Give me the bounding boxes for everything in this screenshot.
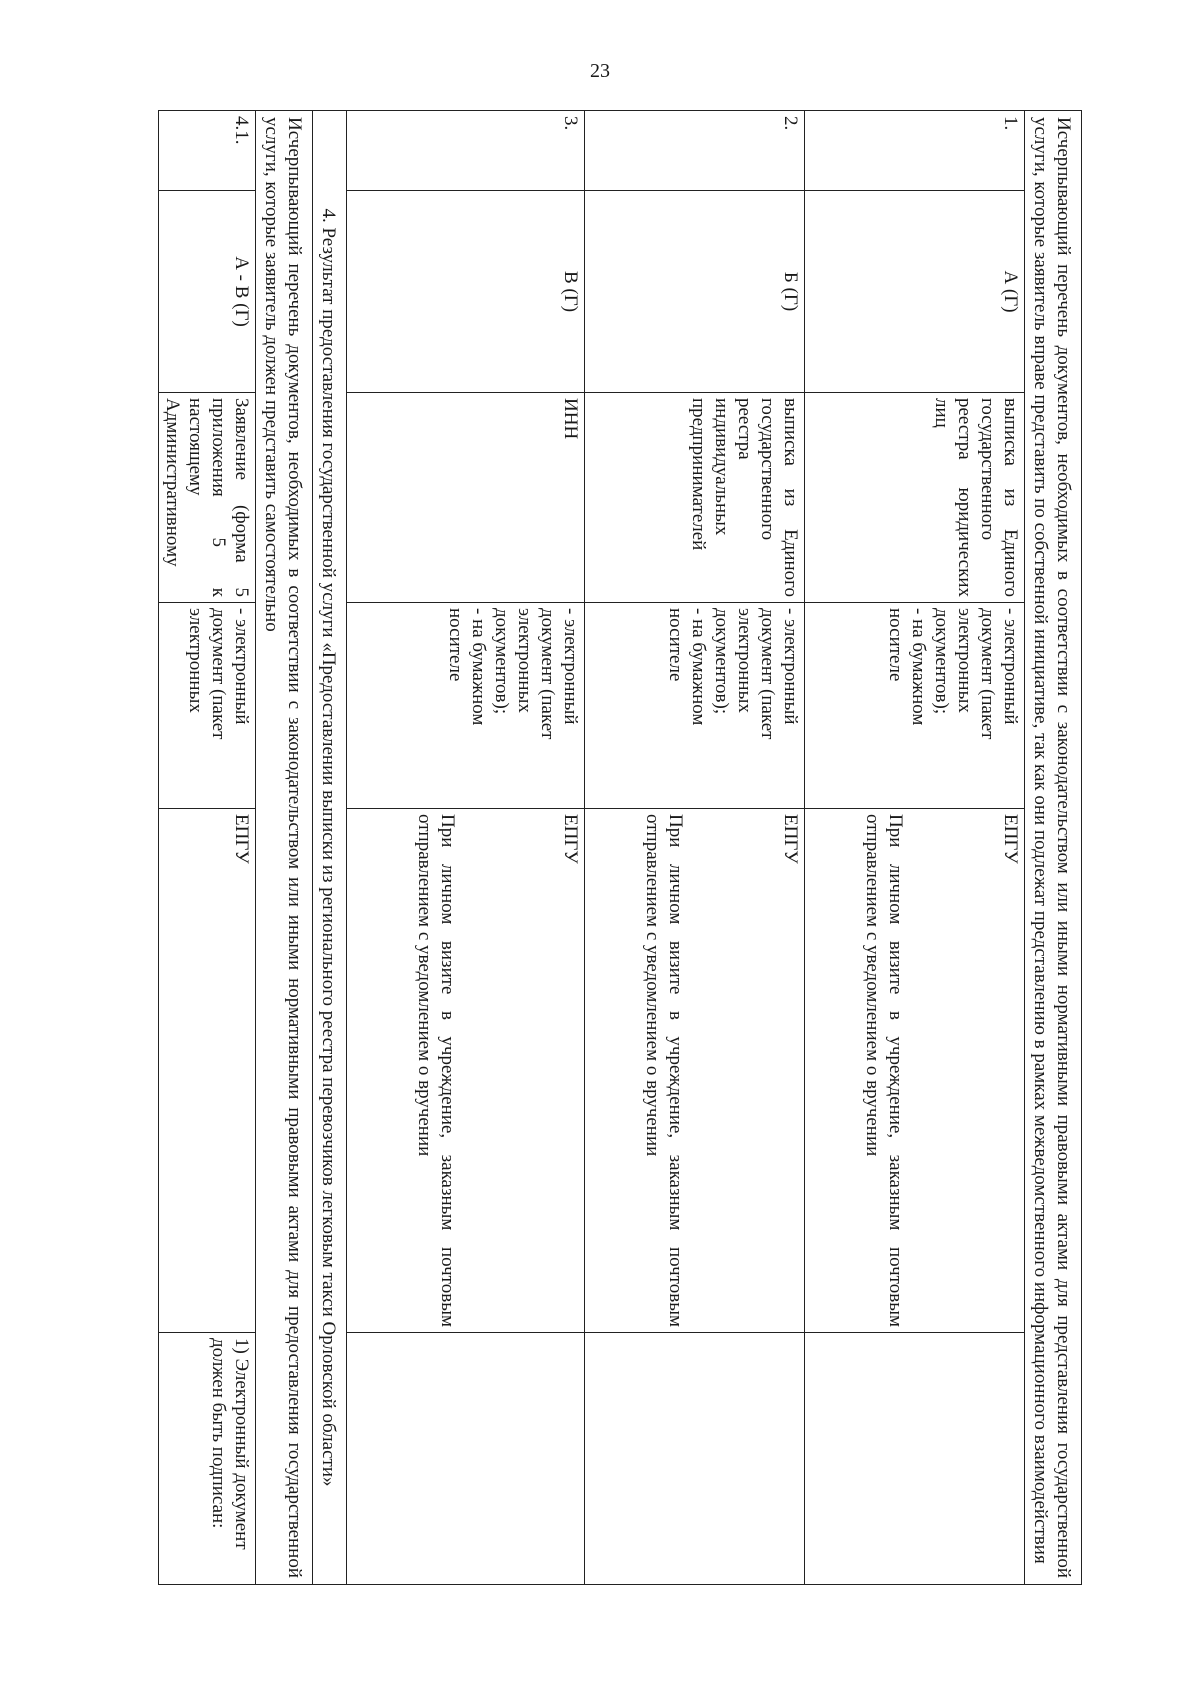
submission-method: ЕПГУ [159,809,256,1333]
submission-method [585,809,805,1333]
applicant-category: А (Г) [805,191,1025,393]
section-top-header: Исчерпывающий перечень документов, необходимых в соответствии с законодательством или иными нормативными правовыми актами для представления государственной услуги, которые заявитель вправе представить по собственной инициативе, так как они подлежат представлению в рамках межведомственного информационного взаимодействия [1025,111,1082,1585]
submission-form: - электронный документ (пакет электронных документов); - на бумажном носителе [805,603,1025,809]
row-number: 3. [347,111,585,191]
section-4-title-row [313,111,347,1585]
requirements-cell: 1) Электронный документ должен быть подписан: [159,1333,256,1585]
method-online: ЕПГУ [780,814,801,864]
method-online: ЕПГУ [1000,814,1021,864]
submission-form: - электронный документ (пакет электронных документов); - на бумажном носителе [347,603,585,809]
applicant-category: В (Г) [347,191,585,393]
applicant-category: А - В (Г) [159,191,256,393]
submission-form: - электронный документ (пакет электронных [159,603,256,809]
row-number: 2. [585,111,805,191]
method-offline: При личном визите в учреждение, заказным почтовым отправлением с уведомлением о вручении [642,814,686,1327]
method-online: ЕПГУ [560,814,581,864]
document-name: выписка из Единого государственного реестра юридических лиц [805,393,1025,603]
section-4-title: 4. Результат предоставления государственной услуги «Предоставлении выписки из регионального реестра перевозчиков легковым такси Орловской области» [313,111,347,1585]
table-row [585,111,805,1585]
page-number: 23 [590,60,610,82]
method-offline: При личном визите в учреждение, заказным почтовым отправлением с уведомлением о вручении [414,814,458,1327]
method-offline: При личном визите в учреждение, заказным почтовым отправлением с уведомлением о вручении [862,814,906,1327]
document-name: выписка из Единого государственного реестра индивидуальных предпринимателей [585,393,805,603]
requirements-cell [347,1333,585,1585]
table-row [347,111,585,1585]
table-row [159,111,256,1585]
row-number: 1. [805,111,1025,191]
rotated-table-wrapper [138,110,1082,1584]
section-4-header: Исчерпывающий перечень документов, необходимых в соответствии с законодательством или иными нормативными правовыми актами для предоставления государственной услуги, которые заявитель должен представить самостоятельно [256,111,313,1585]
document-name: ИНН [347,393,585,603]
section-4-header-row [256,111,313,1585]
row-number: 4.1. [159,111,256,191]
submission-method [347,809,585,1333]
documents-table [158,110,1082,1585]
submission-method [805,809,1025,1333]
section-top-header-row [1025,111,1082,1585]
document-name: Заявление (форма 5 приложения 5 к настоящему Административному [159,393,256,603]
submission-form: - электронный документ (пакет электронных документов); - на бумажном носителе [585,603,805,809]
requirements-cell [805,1333,1025,1585]
applicant-category: Б (Г) [585,191,805,393]
table-row [805,111,1025,1585]
requirements-cell [585,1333,805,1585]
